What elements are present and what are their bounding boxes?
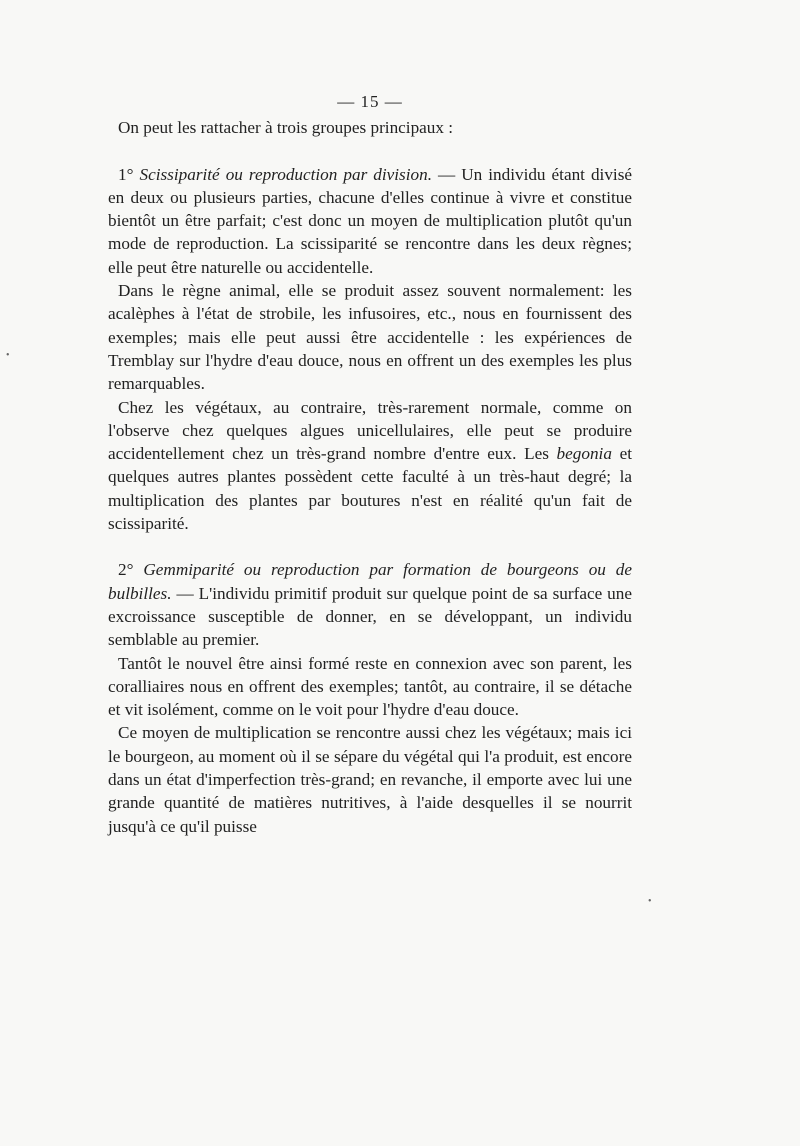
section1-body: Un individu étant divisé en deux ou plusieurs parties, chacune d'elles continue à vivre et constitue bientôt un être parfait; c'est donc un moyen de multiplication plutôt qu'un mode de reproduction. La scissiparité se rencontre dans les deux règnes; elle peut être naturelle ou accidentelle. [108,164,633,277]
section1-number: 1° [118,164,134,184]
margin-speck: • [648,896,652,907]
intro-paragraph [108,116,632,139]
vegetal-text-before: Chez les végétaux, au contraire, très-rarement normale, comme on l'observe chez quelques algues unicellulaires, elle peut se produire accidentellement chez un très-grand nombre d'entre eux. Les [108,397,632,464]
vegetal-text-after: et quelques autres plantes possèdent cette faculté à un très-haut degré; la multiplication des plantes par boutures n'est en réalité qu'un fait de scissiparité. [108,444,632,534]
section2-dash: — [171,583,199,603]
intro-text: On peut les rattacher à trois groupes principaux : [118,118,454,138]
text-block [108,90,632,838]
section2-number: 2° [118,560,134,580]
section1-dash: — [432,164,462,184]
animal-paragraph [108,279,632,395]
margin-speck: • [6,350,10,361]
section2-paragraph [108,558,632,651]
tantot-text: Tantôt le nouvel être ainsi formé reste en connexion avec son parent, les coralliaires nous en offrent des exemples; tantôt, au contraire, il se détache et vit isolément, comme on le voit pour l'hydre d'eau douce. [108,653,632,720]
section1-title: Scissiparité ou reproduction par division. [139,164,432,184]
section2-title: Gemmiparité ou reproduction par formation de bourgeons ou de bulbilles. [108,560,632,603]
page-number: — 15 — [337,92,403,111]
section-gap [108,535,632,558]
tantot-paragraph [108,652,632,722]
moyen-text: Ce moyen de multiplication se rencontre aussi chez les végétaux; mais ici le bourgeon, au moment où il se sépare du végétal qui l'a produit, est encore dans un état d'imperfection très-grand; en revanche, il emporte avec lui une grande quantité de matières nutritives, à l'aide desquelles il se nourrit jusqu'à ce qu'il puisse [108,723,632,836]
vegetal-paragraph [108,396,632,536]
animal-text: Dans le règne animal, elle se produit assez souvent normalement: les acalèphes à l'état de strobile, les infusoires, etc., nous en fournissent des exemples; mais elle peut aussi être accidentelle : les expériences de Tremblay sur l'hydre d'eau douce, nous en offrent un des exemples les plus remarquables. [108,281,632,394]
section1-paragraph [108,163,632,279]
moyen-paragraph [108,721,632,837]
section2-body: L'individu primitif produit sur quelque point de sa surface une excroissance susceptible de donner, en se développant, un individu semblable au premier. [108,583,632,650]
vegetal-italic-word: begonia [556,444,612,464]
section-gap [108,140,632,163]
